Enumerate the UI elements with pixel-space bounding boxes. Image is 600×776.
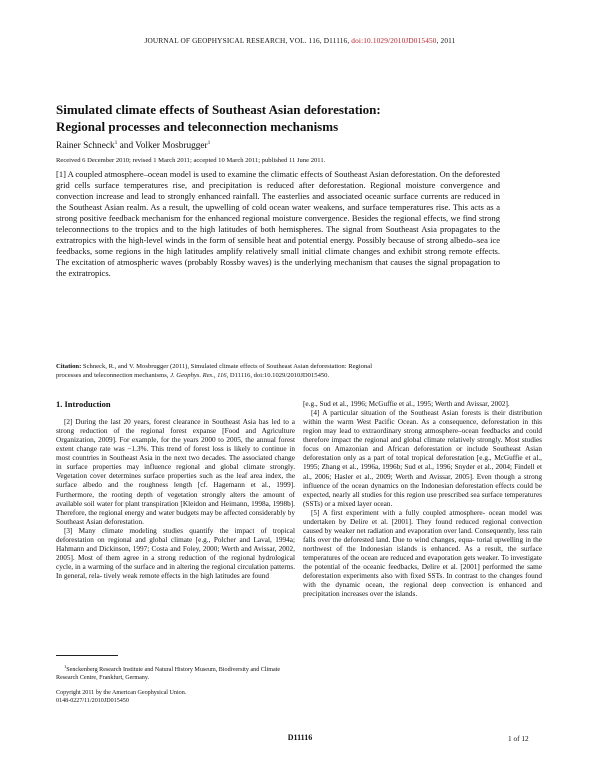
abstract-line: cold ocean water weakens, and surface temperatures rise. This acts as a strong positive [56,202,500,224]
text-line: [4] A particular situation of the Southeast Asian forests is [311,409,489,418]
text-line: [e.g., Sud et al., 1996; McGuffie et al., 1995; Werth and [303,400,465,408]
text-line: Polcher and Laval, 1994a; Hahmann and Dickinson, 1997; [56,535,295,553]
abstract-line: atmospheric waves (probably Rossby waves) is the underlying mechanism that causes the [117,257,426,268]
article-id: D11116 [287,733,313,742]
publication-dates: Received 6 December 2010; revised 1 March 2011; accepted 10 March 2011; published 11 June 2011. [56,157,326,164]
text-line: Asia has led to a strong reduction of the regional forest [56,418,295,436]
page-number: 1 of 12 [508,734,529,743]
text-line: 1995; Zhang et al., 1996a, 1996b; Sud et al., 1996; Snyder [303,463,476,472]
abstract-line: surface currents are reduced in the Southeast Asian realm. As a result, the upwelling of [56,191,501,213]
running-header [0,36,600,45]
footnote-line-1: Senckenberg Research Institute and Natural History Museum, [66,667,218,674]
text-line: enhanced. As a result, the surface temperatures of the ocean [303,545,543,563]
abstract-line: high-level winds in the form of sensible heat and potential energy. Possibly because of [128,235,425,246]
text-line: affected considerably by Southeast Asian deforestation. [56,508,295,526]
text-line: cover determines surface properties such as the leaf area [89,472,263,481]
text-line: for plant transpiration [Kleidon and Heimann, 1998a, 1998b]. [114,499,295,508]
abstract-line: both hemispheres. The signal from Southeast Asia propagates to the extratropics with the [56,224,501,246]
text-line: index, the surface albedo and the roughness length [cf. [56,472,296,490]
text-line: vegetation strongly alters the amount of available soil water [56,490,296,508]
author-list [56,140,210,151]
text-line: strongly. Most studies focus on Amazonian and African [303,436,543,454]
article-title [56,101,556,135]
journal-name: JOURNAL OF GEOPHYSICAL RESEARCH, VOL. 116, D11116, [144,36,350,45]
text-line: torial upwelling in the northwest of the Indonesian islands is [303,535,542,553]
text-line: ocean model was undertaken by Delire et al. [2001]. They [303,508,543,526]
abstract-marker: [1] [56,169,66,179]
copyright-notice [56,689,296,705]
citation-text-2: processes and teleconnection mechanisms, [56,371,171,379]
text-line: could be expected, nearly all studies for this region use [303,481,542,499]
text-line: consequence, deforestation in this region may lead to [303,418,542,436]
paragraph-3-continued [303,400,542,409]
citation-label: Citation: [56,363,82,370]
text-line: continue in most countries in Southeast Asia in the next two [56,445,296,463]
text-line: deforestation or include Southeast Asian deforestation only [303,445,543,463]
abstract-line: strong albedo–sea ice feedbacks, some regions in the high latitudes amplify relatively [56,235,501,257]
section-heading: 1. Introduction [56,399,111,409]
header-year: , 2011 [436,36,456,45]
text-line: ocean dynamics on the Indonesian deforestation effects [351,481,515,490]
text-line: altering the regional circulation patterns. In general, rela- [56,563,296,581]
text-line: [2] During the last 20 years, forest clearance in Southeast [64,418,241,426]
abstract-line: precipitation is reduced after deforestation. Regional moisture convergence and convection [56,180,501,202]
text-line: radiation and evaporation over land. Consequently, less rain [367,526,543,535]
author-2-affiliation-mark: 1 [207,140,211,146]
author-1: Rainer Schneck [56,141,115,152]
text-line: Most of them agree in a strong reduction of the regional [78,553,256,562]
text-line: Therefore, the regional energy and water budgets may be [56,508,222,517]
text-line: ocean. [373,499,393,508]
text-line: [5] A first experiment with a fully coupled atmosphere- [311,508,486,517]
abstract-line: increase and lead to strongly enhanced rainfall. The easterlies and associated oceanic [95,191,391,202]
abstract-line: small initial climate changes and exhibit strong remote effects. The excitation of [56,246,500,268]
text-line: decades. The associated change in surface properties may [56,454,296,472]
abstract-line: regional effects, we find strong teleconnections to the tropics and to the high latitudes of [56,213,501,235]
text-line: therefore impact the regional and global climate relatively [303,436,475,445]
text-line: et al., 2004; Findell et al., 2006; Hasler et al., 2009; Werth [303,463,542,481]
abstract-line: signal propagation to the extratropics. [56,257,501,279]
text-line: Hagemann et al., 1999]. Furthermore, the rooting depth of [56,481,295,499]
text-line: Costa and Foley, 2000; Werth and Avissar, 2002, 2005]. [56,544,295,562]
citation-text-3: D11116, doi:10.1029/2010JD015450. [228,371,330,379]
paragraph-5 [303,509,542,600]
abstract-line: A coupled atmosphere–ocean model is used to examine the climatic effects of [65,169,333,179]
citation-text: Schneck, R., and V. Mosbrugger (2011), Simulated climate effects of Southeast Asian deforestation: Regional [81,363,373,370]
paragraph-4 [303,409,542,509]
title-line-1: Simulated climate effects of Southeast Asian deforestation: [56,102,381,117]
text-line: tively weak remote effects in the high latitudes are found [103,572,270,581]
footnote-divider [56,655,118,656]
text-line: [3] Many climate modeling studies quantify the impact of [64,526,267,535]
text-line: found reduced regional convection caused by weaker net [303,517,542,535]
issn-line: 0148-0227/11/2010JD015450 [56,698,129,704]
text-line: are reduced and evaporation gets weaker. To investigate the [303,554,542,572]
author-1-affiliation-mark: 1 [114,140,118,146]
affiliation-footnote [56,663,296,682]
text-line: and precipitation increases over the islands. [303,581,543,599]
text-line: example, for the years 2000 to 2005, the annual forest extent [56,436,295,454]
text-line: prescribed sea surface temperatures (SSTs) or a mixed layer [303,490,542,508]
footnote-line-2: Biodiversity and Climate Research Centre, Frankfurt, Germany. [56,667,281,682]
text-line: hydrological cycle, in a warming of the surface and in [56,553,296,571]
abstract-line: feedback mechanism for the enhanced regional moisture convergence. Besides the [108,213,391,224]
text-line: Avissar, 2002]. [466,400,510,408]
copyright-line-1: Copyright 2011 by the American Geophysical Union. [56,690,187,696]
text-line: influence regional and global climate strongly. Vegetation [56,463,296,481]
abstract [56,169,500,279]
right-column [303,400,542,599]
author-2: and Volker Mosbrugger [117,141,208,152]
paragraph-3 [56,527,295,581]
text-line: expanse [Food and Agriculture Organization, 2009]. For [56,427,295,445]
footnote-mark: 1 [64,664,67,669]
citation-block [56,363,501,380]
text-line: potential of the oceanic feedbacks, Delire et al. [2001] [314,563,480,572]
text-line: falls over the deforested land. Due to wind changes, equa- [303,535,475,544]
abstract-line: Southeast Asian deforestation. On the deforested grid cells surface temperatures rise, and [56,169,500,191]
text-line: as a part of total tropical deforestation [e.g., McGuffie et al., [359,454,542,463]
text-line: tropical deforestation on regional and global climate [e.g., [56,526,295,544]
text-line: fixed SSTs. In contrast to the changes found with the [303,572,542,590]
text-line: and Avissar, 2005]. Even though a strong influence of the [303,472,542,490]
title-line-2: Regional processes and teleconnection mechanisms [56,119,339,134]
doi-link[interactable]: doi:10.1029/2010JD015450 [351,36,437,45]
text-line: their distribution within the warm West Pacific Ocean. As a [303,409,543,427]
paragraph-2 [56,418,295,527]
citation-journal: J. Geophys. Res., 116, [170,371,229,379]
text-line: performed the same deforestation experiments also with [303,563,543,581]
text-line: change rate was −1.3%. This trend of forest loss is likely to [76,445,259,454]
text-line: dynamic ocean, the regional deep convection is enhanced [335,581,527,590]
text-line: extraordinary strong atmosphere–ocean feedbacks and could [362,427,543,436]
left-column [56,400,295,581]
